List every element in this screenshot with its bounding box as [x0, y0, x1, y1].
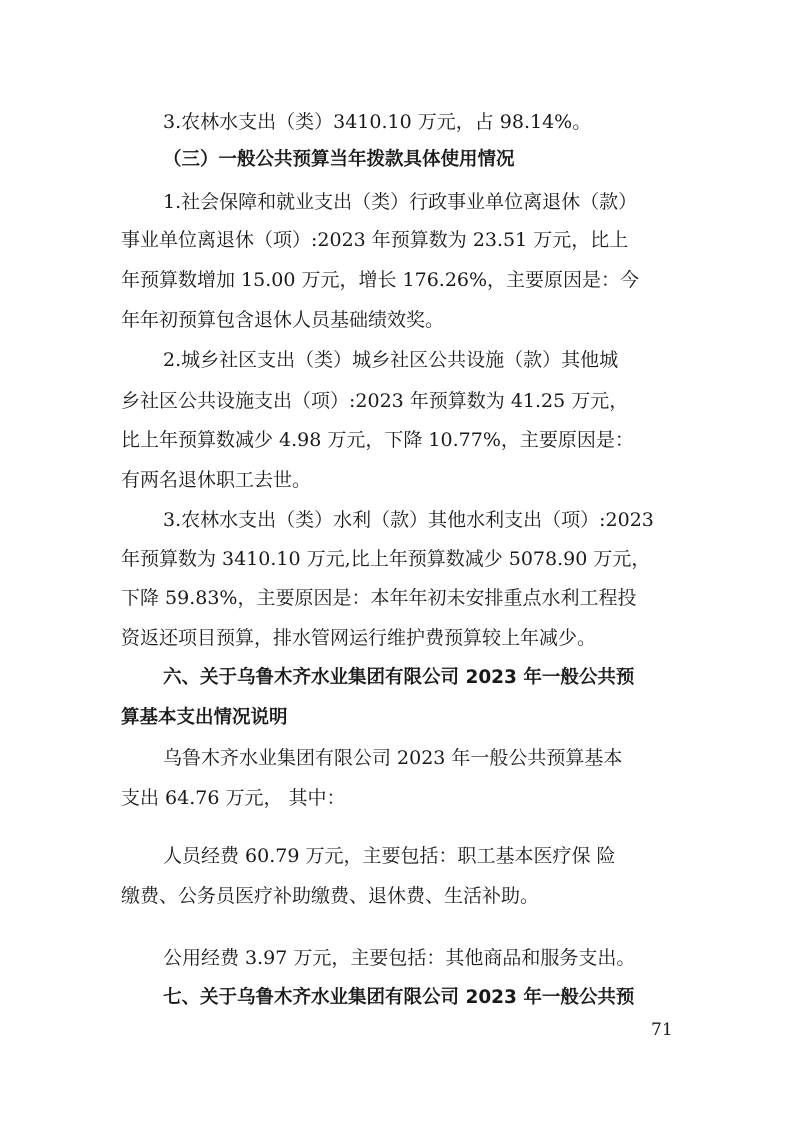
text-line: 人员经费 60.79 万元，主要包括：职工基本医疗保 险	[163, 845, 616, 867]
text-line: 公用经费 3.97 万元，主要包括：其他商品和服务支出。	[163, 947, 636, 969]
text-line: 年预算数为 3410.10 万元,比上年预算数减少 5078.90 万元，	[121, 548, 651, 570]
page-number: 71	[651, 1020, 673, 1040]
section-heading: 算基本支出情况说明	[121, 707, 288, 728]
text-line: 年预算数增加 15.00 万元，增长 176.26%，主要原因是：今	[121, 269, 640, 291]
section-heading: （三）一般公共预算当年拨款具体使用情况	[163, 149, 515, 170]
section-heading: 七、关于乌鲁木齐水业集团有限公司 2023 年一般公共预	[163, 987, 635, 1008]
text-line: 缴费、公务员医疗补助缴费、退休费、生活补助。	[121, 885, 540, 907]
text-line: 乌鲁木齐水业集团有限公司 2023 年一般公共预算基本	[163, 747, 623, 769]
section-heading: 六、关于乌鲁木齐水业集团有限公司 2023 年一般公共预	[163, 667, 635, 688]
text-line: 比上年预算数减少 4.98 万元，下降 10.77%，主要原因是：	[121, 429, 634, 451]
text-line: 有两名退休职工去世。	[121, 469, 312, 491]
text-line: 3.农林水支出（类）水利（款）其他水利支出（项）:2023	[163, 509, 654, 531]
text-line: 乡社区公共设施支出（项）:2023 年预算数为 41.25 万元，	[121, 390, 629, 412]
text-line: 3.农林水支出（类）3410.10 万元，占 98.14%。	[163, 111, 592, 133]
text-line: 事业单位离退休（项）:2023 年预算数为 23.51 万元，比上	[121, 229, 629, 251]
text-line: 年年初预算包含退休人员基础绩效奖。	[121, 309, 445, 331]
text-line: 2.城乡社区支出（类）城乡社区公共设施（款）其他城	[163, 349, 619, 371]
text-line: 1.社会保障和就业支出（类）行政事业单位离退休（款）	[163, 191, 638, 213]
text-line: 下降 59.83%，主要原因是：本年年初未安排重点水利工程投	[121, 587, 637, 609]
text-line: 资返还项目预算，排水管网运行维护费预算较上年减少。	[121, 627, 597, 649]
text-line: 支出 64.76 万元， 其中：	[121, 787, 346, 809]
